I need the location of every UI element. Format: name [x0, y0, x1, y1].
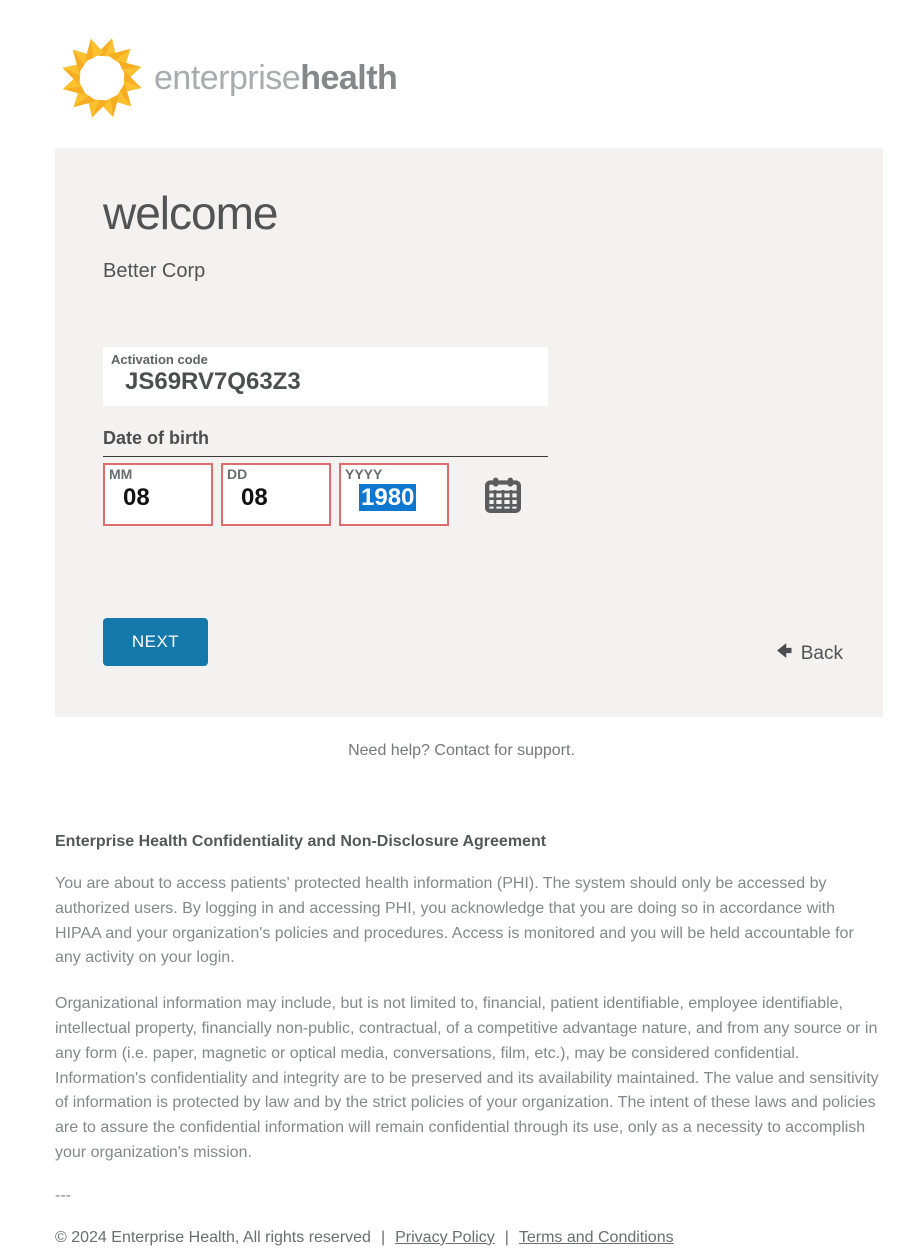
actions-row: [103, 618, 843, 667]
footer-copyright: © 2024 Enterprise Health, All rights reserved: [55, 1228, 371, 1246]
back-arrow-icon: [774, 640, 795, 667]
dob-day-value: 08: [241, 484, 268, 511]
enterprise-health-logo: [60, 36, 923, 120]
calendar-picker-button[interactable]: [483, 475, 523, 515]
welcome-card: [55, 148, 883, 717]
dob-day-input[interactable]: [221, 463, 331, 526]
dob-label: Date of birth: [103, 428, 209, 448]
page-title: welcome: [103, 187, 278, 239]
agreement-paragraph-1: You are about to access patients' protected health information (PHI). The system should only be accessed by authorized users. By logging in and accessing PHI, you acknowledge that you are doing so in accordance with HIPAA and your organization's policies and procedures. Access is monitored and you will be held accountable for any activity on your login.: [55, 875, 854, 967]
activation-code-value: JS69RV7Q63Z3: [125, 368, 301, 395]
terms-and-conditions-link[interactable]: Terms and Conditions: [518, 1228, 674, 1246]
confidentiality-agreement: [55, 833, 883, 1205]
dob-row: [103, 463, 835, 526]
activation-code-field[interactable]: [103, 347, 548, 406]
dob-year-value: [345, 484, 447, 512]
calendar-icon: [483, 503, 523, 518]
page-header: [0, 0, 923, 148]
dob-year-label: YYYY: [345, 466, 383, 482]
dob-divider: [103, 456, 548, 457]
page-footer: [55, 1229, 923, 1247]
agreement-title: Enterprise Health Confidentiality and Non-Disclosure Agreement: [55, 833, 547, 850]
dob-month-label: MM: [109, 466, 133, 482]
dob-year-selected-text: 1980: [361, 484, 415, 511]
privacy-policy-link[interactable]: Privacy Policy: [395, 1228, 495, 1246]
activation-code-label: Activation code: [111, 352, 208, 367]
agreement-paragraph-2: Organizational information may include, but is not limited to, financial, patient identifiable, employee identifiable, intellectual property, financially non-public, contractual, of a competitive advantage nature, and from any source or in any form (i.e. paper, magnetic or optical media, conversations, film, etc.), may be considered confidential. Information's confidentiality and integrity are to be preserved and its availability maintained. The value and sensitivity of information is protected by law and by the strict policies of your organization. The intent of these laws and policies are to assure the confidential information will remain confidential through its use, only as a necessity to accomplish your organization's mission.: [55, 995, 879, 1161]
dob-year-input[interactable]: [339, 463, 449, 526]
logo-text-enterprise: enterprise: [154, 58, 301, 97]
back-link-label: Back: [800, 642, 843, 664]
footer-separator-2: |: [504, 1228, 509, 1246]
agreement-divider: ---: [55, 1186, 71, 1204]
back-link[interactable]: [774, 640, 843, 667]
dob-month-input[interactable]: [103, 463, 213, 526]
footer-separator-1: |: [380, 1228, 386, 1246]
dob-month-value: 08: [123, 484, 150, 511]
logo-wordmark: [154, 59, 397, 98]
dob-day-label: DD: [227, 466, 248, 482]
help-text: Need help? Contact for support.: [348, 742, 575, 759]
logo-text-health: health: [300, 58, 398, 97]
sunburst-logo-icon: [60, 36, 144, 120]
next-button[interactable]: NEXT: [103, 618, 208, 666]
company-name: Better Corp: [103, 260, 206, 282]
